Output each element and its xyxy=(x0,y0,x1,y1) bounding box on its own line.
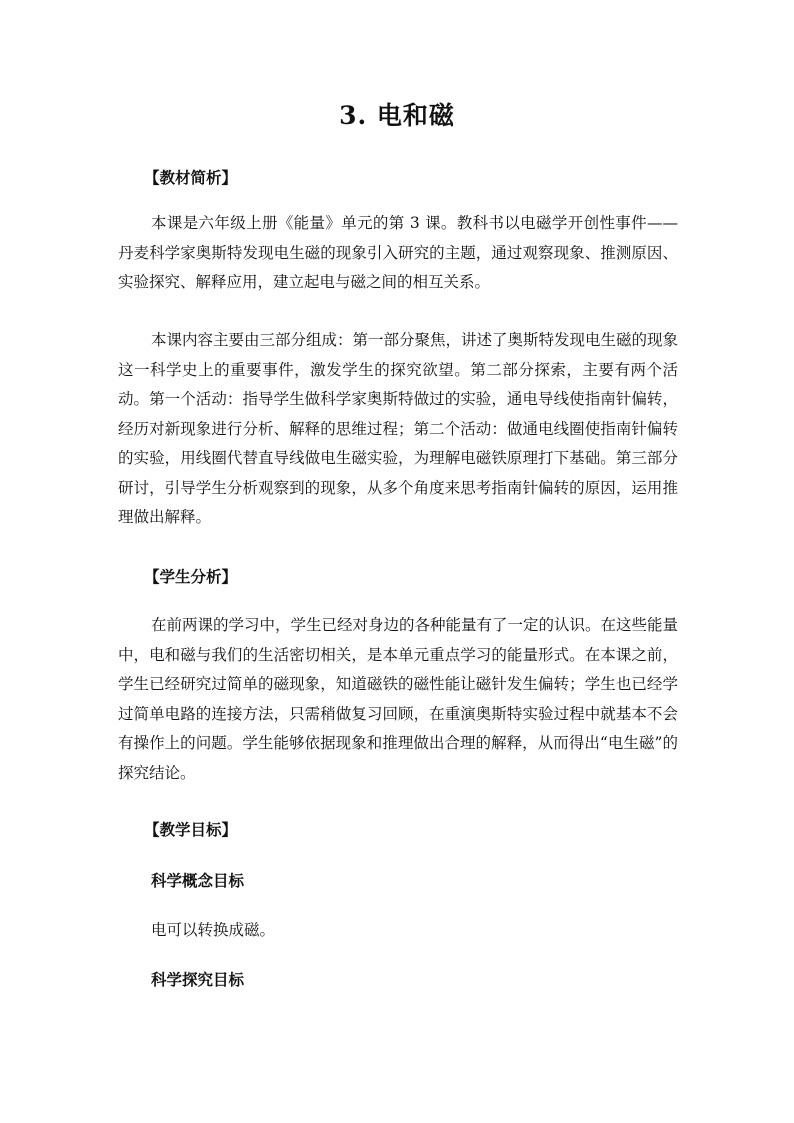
subheading-inquiry-goal: 科学探究目标 xyxy=(151,970,245,989)
subheading-concept-goal: 科学概念目标 xyxy=(151,871,245,890)
document-title: 3. 电和磁 xyxy=(339,101,455,130)
section-heading-teaching-goals: 【教学目标】 xyxy=(144,820,238,839)
paragraph-student-analysis: 在前两课的学习中，学生已经对身边的各种能量有了一定的认识。在这些能量中，电和磁与我们的生活密切相关，是本单元重点学习的能量形式。在本课之前，学生已经研究过简单的磁现象，知道磁铁的磁性能让磁针发生偏转；学生也已经学过简单电路的连接方法，只需稍做复习回顾，在重演奥斯特实验过程中就基本不会有操作上的问题。学生能够依据现象和推理做出合理的解释，从而得出“电生磁”的探究结论。 xyxy=(118,616,679,782)
concept-goal-text: 电可以转换成磁。 xyxy=(151,921,276,939)
section-heading-student-analysis: 【学生分析】 xyxy=(144,567,238,586)
paragraph-textbook-analysis-2: 本课内容主要由三部分组成：第一部分聚焦，讲述了奥斯特发现电生磁的现象这一科学史上的重要事件，激发学生的探究欲望。第二部分探索，主要有两个活动。第一个活动：指导学生做科学家奥斯特做过的实验，通电导线使指南针偏转，经历对新现象进行分析、解释的思维过程；第二个活动：做通电线圈使指南针偏转的实验，用线圈代替直导线做电生磁实验，为理解电磁铁原理打下基础。第三部分研讨，引导学生分析观察到的现象，从多个角度来思考指南针偏转的原因，运用推理做出解释。 xyxy=(118,331,679,526)
section-heading-textbook-analysis: 【教材简析】 xyxy=(144,168,238,187)
paragraph-textbook-analysis-1: 本课是六年级上册《能量》单元的第 3 课。教科书以电磁学开创性事件——丹麦科学家奥斯特发现电生磁的现象引入研究的主题，通过观察现象、推测原因、实验探究、解释应用，建立起电与磁之间的相互关系。 xyxy=(118,214,678,291)
